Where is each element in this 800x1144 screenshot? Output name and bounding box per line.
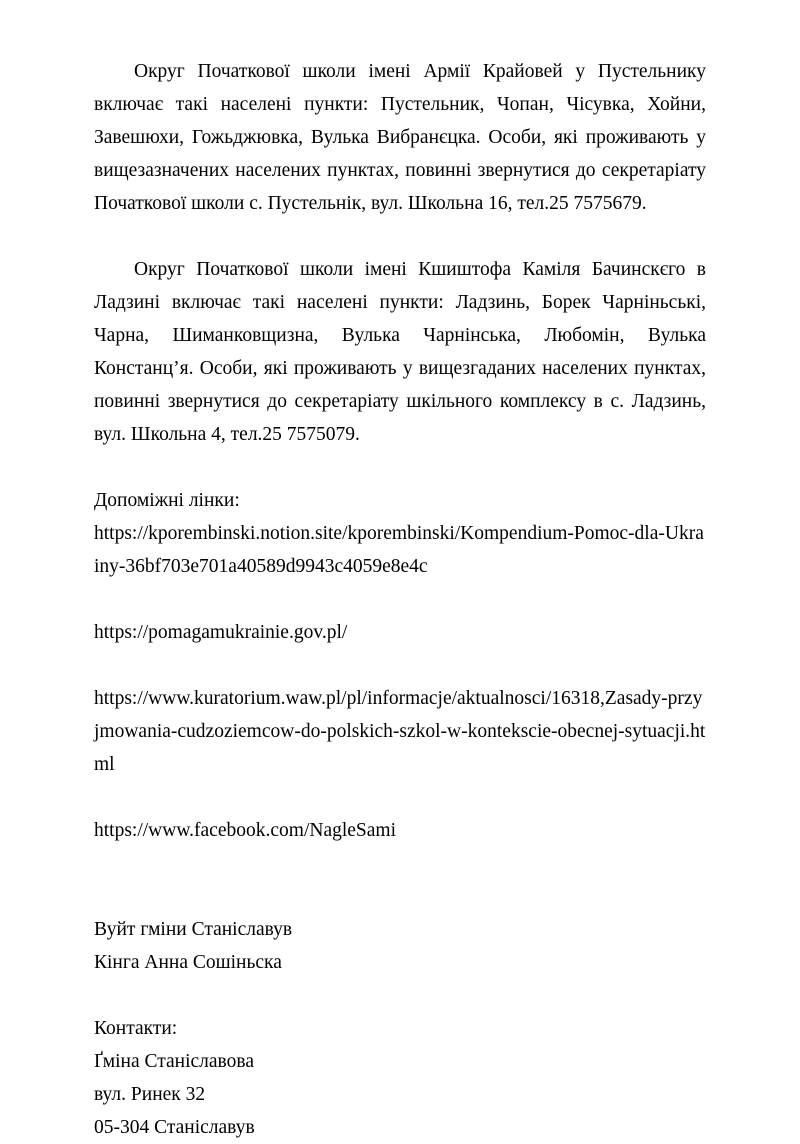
document-page xyxy=(94,55,706,1144)
signature-block xyxy=(94,913,706,979)
paragraph-ladzyn-district: Округ Початкової школи імені Кшиштофа Каміля Бачинскєго в Ладзині включає такі населені пункти: Ладзинь, Борек Чарніньські, Чарна, Шиманковщизна, Вулька Чарнінська, Любомін, Вулька Констанц’я. Особи, які проживають у вищезгаданих населених пунктах, повинні звернутися до секретаріату шкільного комплексу в с. Ладзинь, вул. Школьна 4, тел.25 7575079. xyxy=(94,259,706,445)
contacts-line-street: вул. Ринек 32 xyxy=(94,1084,206,1105)
link-kuratorium[interactable]: https://www.kuratorium.waw.pl/pl/informacje/aktualnosci/16318,Zasady-przyjmowania-cudzoziemcow-do-polskich-szkol-w-kontekscie-obecnej-sytuacji.html xyxy=(94,688,706,775)
link-pomagamukrainie[interactable]: https://pomagamukrainie.gov.pl/ xyxy=(94,622,348,643)
contacts-heading: Контакти: xyxy=(94,1018,178,1039)
link-facebook-naglesami[interactable]: https://www.facebook.com/NagleSami xyxy=(94,820,397,841)
contacts-line-municipality: Ґміна Станіславова xyxy=(94,1051,254,1072)
signature-name: Кінга Анна Сошіньска xyxy=(94,952,282,973)
links-heading: Допоміжні лінки: xyxy=(94,490,240,511)
contacts-line-postal: 05-304 Станіславув xyxy=(94,1117,255,1138)
link-notion-compendium[interactable]: https://kporembinski.notion.site/kporembinski/Kompendium-Pomoc-dla-Ukrainy-36bf703e701a40589d9943c4059e8e4c xyxy=(94,523,704,577)
signature-title: Вуйт гміни Станіславув xyxy=(94,919,293,940)
paragraph-pustelnik-district: Округ Початкової школи імені Армії Крайовей у Пустельнику включає такі населені пункти: Пустельник, Чопан, Чісувка, Хойни, Завешюхи, Гожьджювка, Вулька Вибранєцка. Особи, які проживають у вищезазначених населених пунктах, повинні звернутися до секретаріату Початкової школи с. Пустельнік, вул. Школьна 16, тел.25 7575679. xyxy=(94,61,706,214)
contacts-block xyxy=(94,1012,706,1144)
